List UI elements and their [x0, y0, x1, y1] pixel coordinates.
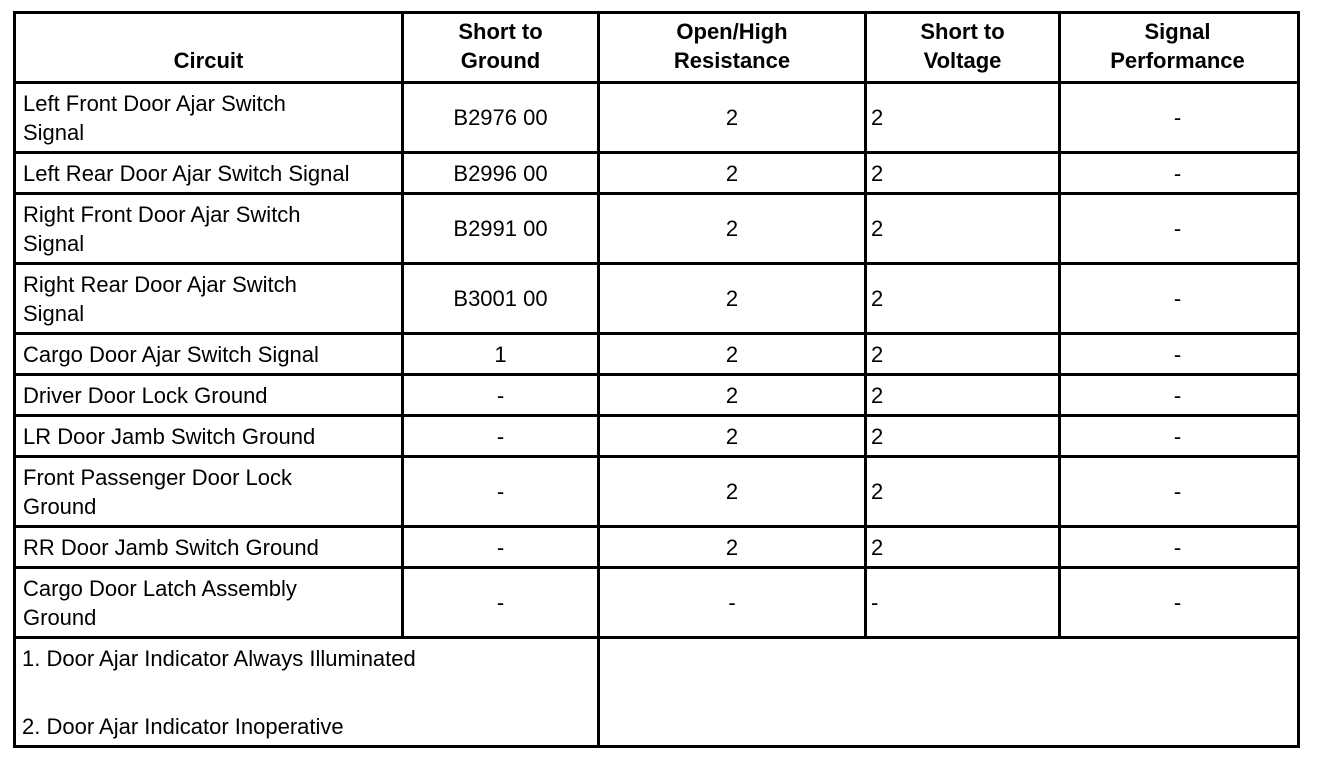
cell-signal-performance: -	[1173, 479, 1182, 504]
cell-short-to-ground: -	[496, 534, 505, 560]
cell-signal-performance: -	[1173, 286, 1182, 311]
cell-circuit: Left Rear Door Ajar Switch Signal	[23, 160, 350, 186]
cell-short-to-voltage: -	[871, 590, 879, 615]
cell-open-high-resistance: 2	[725, 341, 739, 367]
cell-short-to-ground: B2996 00	[453, 160, 548, 186]
cell-open-high-resistance: 2	[725, 534, 739, 560]
header-circuit: Circuit	[173, 48, 244, 73]
cell-circuit: Cargo Door Latch Assembly Ground	[23, 575, 297, 630]
cell-signal-performance: -	[1173, 341, 1182, 367]
cell-short-to-voltage: 2	[871, 382, 884, 408]
cell-circuit: Cargo Door Ajar Switch Signal	[23, 341, 319, 367]
cell-short-to-voltage: 2	[871, 160, 884, 186]
note-1: 1. Door Ajar Indicator Always Illuminated	[22, 646, 416, 671]
cell-short-to-ground: -	[496, 382, 505, 408]
cell-circuit: Right Rear Door Ajar Switch Signal	[23, 271, 297, 326]
header-open-high-resistance: Open/High Resistance	[673, 19, 791, 73]
cell-circuit: RR Door Jamb Switch Ground	[23, 534, 319, 560]
cell-open-high-resistance: 2	[725, 216, 739, 241]
cell-signal-performance: -	[1173, 423, 1182, 449]
cell-short-to-voltage: 2	[871, 286, 884, 311]
cell-circuit: Driver Door Lock Ground	[23, 382, 268, 408]
cell-short-to-voltage: 2	[871, 479, 884, 504]
cell-signal-performance: -	[1173, 534, 1182, 560]
cell-open-high-resistance: 2	[725, 479, 739, 504]
cell-short-to-voltage: 2	[871, 423, 884, 449]
cell-open-high-resistance: 2	[725, 105, 739, 130]
cell-circuit: Left Front Door Ajar Switch Signal	[23, 90, 286, 145]
cell-short-to-ground: -	[496, 479, 505, 504]
header-short-to-ground: Short to Ground	[458, 19, 543, 73]
cell-short-to-ground: -	[496, 590, 505, 615]
cell-short-to-voltage: 2	[871, 341, 884, 367]
note-2: 2. Door Ajar Indicator Inoperative	[22, 714, 344, 739]
cell-signal-performance: -	[1173, 105, 1182, 130]
header-short-to-voltage: Short to Voltage	[920, 19, 1005, 73]
cell-short-to-ground: B2991 00	[453, 216, 548, 241]
divider	[13, 636, 1300, 639]
cell-circuit: Front Passenger Door Lock Ground	[23, 464, 293, 519]
cell-signal-performance: -	[1173, 382, 1182, 408]
header-signal-performance: Signal Performance	[1110, 19, 1245, 73]
cell-open-high-resistance: -	[728, 590, 736, 615]
cell-short-to-ground: -	[496, 423, 505, 449]
cell-short-to-voltage: 2	[871, 105, 884, 130]
cell-open-high-resistance: 2	[725, 160, 739, 186]
cell-signal-performance: -	[1173, 216, 1182, 241]
cell-short-to-ground: B2976 00	[453, 105, 548, 130]
cell-signal-performance: -	[1173, 590, 1182, 615]
cell-circuit: Right Front Door Ajar Switch Signal	[23, 201, 301, 256]
cell-signal-performance: -	[1173, 160, 1182, 186]
cell-short-to-voltage: 2	[871, 216, 884, 241]
cell-short-to-voltage: 2	[871, 534, 884, 560]
cell-open-high-resistance: 2	[725, 382, 739, 408]
cell-circuit: LR Door Jamb Switch Ground	[23, 423, 316, 449]
cell-short-to-ground: B3001 00	[453, 286, 548, 311]
cell-open-high-resistance: 2	[725, 423, 739, 449]
cell-open-high-resistance: 2	[725, 286, 739, 311]
cell-short-to-ground: 1	[494, 341, 507, 367]
